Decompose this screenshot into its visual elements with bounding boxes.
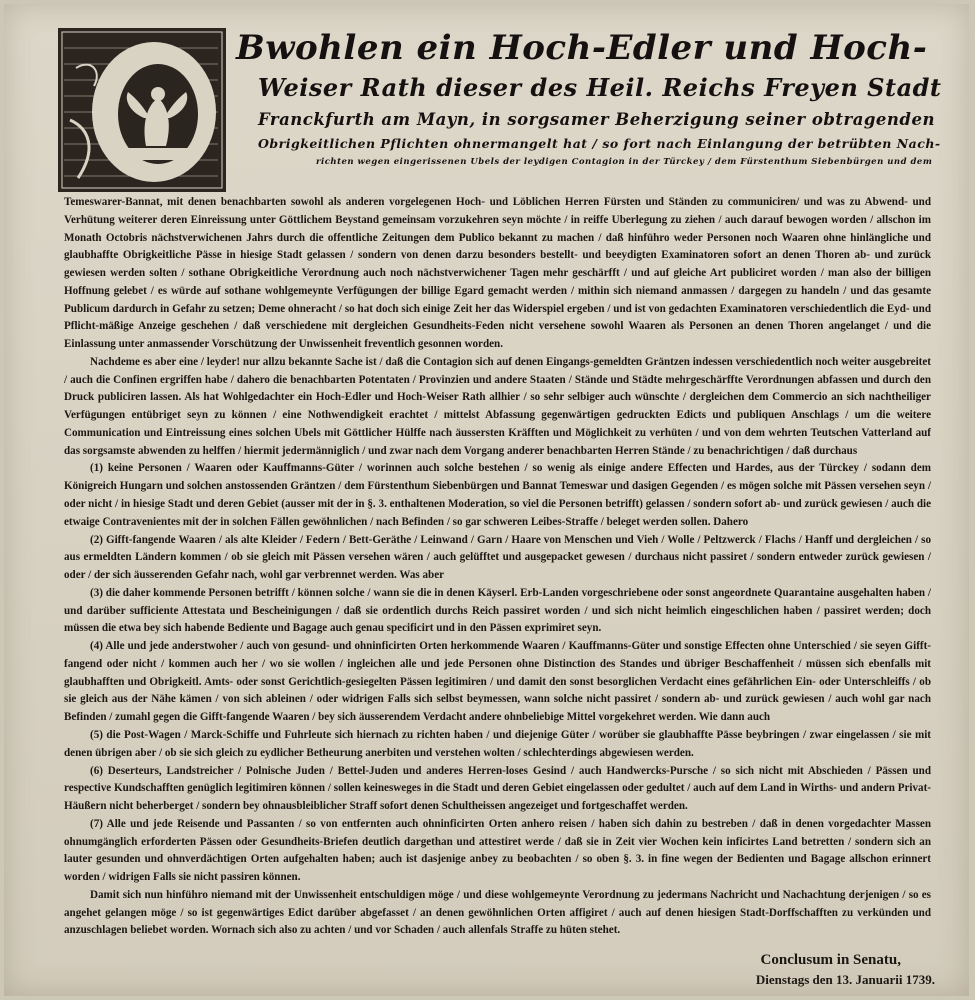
paragraph-closing: Damit sich nun hinführo niemand mit der Unwissenheit entschuldigen möge / und diese wohlgemeynte Verordnung zu jedermans Nachricht und Nachachtung derjenigen / so es angehet gelangen möge / so ist gegenwärtiges Edict darüber abgefasset / an denen gewöhnlichen Orten affigiret / auch auf denen hiesigen Stadt-Dorffschafften zu verkünden und anzuschlagen beliebet worden. Wornach sich also zu achten / und vor Schaden / auch allenfals Straffe zu hüten stehet. bbox=[64, 888, 931, 937]
paragraph-article-5: (5) die Post-Wagen / Marck-Schiffe und Fuhrleute sich hiernach zu richten haben / und diejenige Güter / worüber sie glaubhaffte Pässe beybringen / zwar eingelassen / sie mit denen übrigen aber / ob sie sich gleich zu eydlicher Betheurung anerbiten und verstehen wolten / schlechterdings abgewiesen werden. bbox=[64, 728, 931, 759]
date-line: Dienstags den 13. Januarii 1739. bbox=[755, 972, 935, 987]
edict-heading bbox=[236, 26, 942, 170]
heading-line-5: richten wegen eingerissenen Ubels der leydigen Contagion in der Türckey / dem Fürstenthum Siebenbürgen und dem bbox=[316, 157, 933, 167]
heading-line-3: Franckfurth am Mayn, in sorgsamer Beherzigung seiner obtragenden bbox=[258, 110, 935, 129]
paragraph-article-6: (6) Deserteurs, Landstreicher / Polnische Juden / Bettel-Juden und anderes Herren-loses Gesind / auch Handwercks-Pursche / so sich nicht mit Abschieden / Pässen und respective Kundschafften genüglich legitimiren können / sollen keinesweges in die Stadt und deren Gebiet eingelassen oder gedultet / auch auf dem Land in Wirths- und andern Privat-Häußern nicht beherberget / sondern bey ohnausbleiblicher Straff sofort denen Schultheissen angezeiget und fortgeschaffet werden. bbox=[64, 764, 931, 813]
paragraph-article-3: (3) die daher kommende Personen betrifft / können solche / wann sie die in denen Käyserl. Erb-Landen vorgeschriebene oder sonst angeordnete Quarantaine ausgehalten haben / und darüber sufficiente Attestata und Bescheinigungen / daß sie ordentlich durchs Reich passiret worden / und sich nicht heimlich eingeschlichen haben / passiret werden; doch müssen die etwa bey sich habende Bediente und Bagage auch genau specificirt und in den Pässen exprimiret seyn. bbox=[64, 586, 931, 635]
edict-body bbox=[64, 194, 931, 940]
paragraph-article-7: (7) Alle und jede Reisende und Passanten / so von entfernten auch ohninficirten Orten anhero reisen / haben sich dahin zu bestreben / daß in denen vorgedachter Massen ohnumgänglich erforderten Pässen oder Gesundheits-Briefen deutlich dargethan und attestiret werde / daß sie in Zeit vier Wochen kein inficirtes Land betretten / sondern sich an lauter gesunden und ohnverdächtigen Orten aufgehalten haben; auch ist dasjenige anbey zu beobachten / so oben §. 3. in fine wegen der Bedienten und Bagage allschon erinnert worden / widrigen Falls sie nicht passiren können. bbox=[64, 817, 931, 884]
edict-signature-block bbox=[756, 950, 935, 990]
paragraph-nachdeme: Nachdeme es aber eine / leyder! nur allzu bekannte Sache ist / daß die Contagion sich auf denen Eingangs-gemeldten Gräntzen indessen verschiedentlich noch weiter ausgebreitet / auch die Confinen ergriffen habe / dahero die benachbarten Potentaten / Provinzien und andere Staaten / Stände und Städte mehrgeschärffte Verordnungen abfassen und durch den Druck publiciren lassen. Als hat Wohlgedachter ein Hoch-Edler und Hoch-Weiser Rath allhier / so sehr selbiger auch wünschte / dergleichen dem Commercio an sich nachtheiliger Verfügungen entübriget seyn zu können / eine Nothwendigkeit erachtet / mittelst Abfassung gegenwärtigen gedruckten Edicts und publiquen Anschlags / um die weitere Communication und Eintreissung eines solchen Ubels mit Göttlicher Hülffe nach äussersten Kräfften und Möglichkeit zu verhüten / und von dem wehrten Teutschen Vatterland auf das sorgsamste abwenden zu helffen / hiermit jedermänniglich / und zwar nach dem Vorgang anderer benachbarten Herren Stände / zu benachrichtigen / daß durchaus bbox=[64, 355, 931, 457]
heading-line-1: Bwohlen ein Hoch-Edler und Hoch- bbox=[236, 28, 928, 68]
paragraph-article-4: (4) Alle und jede anderstwoher / auch von gesund- und ohninficirten Orten herkommende Waaren / Kauffmanns-Güter und sonstige Effecten ohne Unterschied / sie seyen Gifft-fangend oder nicht / kommen auch her / wo sie wollen / ingleichen alle und jede Personen ohne Distinction des Standes und übriger Beschaffenheit / müssen sich ebenfalls mit glaubhafften und Obrigkeitl. Amts- oder sonst Gerichtlich-gesiegelten Pässen legitimiren / und damit den sonst besorglichen Verdacht eines gefährlichen Ein- oder Unterschleiffs / ob sie gleich aus der Nähe kämen / von sich ableinen / oder widrigen Falls sich selbst beymessen, wann solche nicht passiret / sondern ab- und zurück gewiesen / auch wohl gar nach Befinden / zumahl gegen die Gifft-fangende Waaren / bey sich äusserendem Verdacht andere ohnbeliebige Mittel vorgekehret werden. Wie dann auch bbox=[64, 640, 931, 724]
paragraph-article-2: (2) Gifft-fangende Waaren / als alte Kleider / Federn / Bett-Geräthe / Leinwand / Garn / Haare von Menschen und Vieh / Wolle / Peltzwerck / Flachs / Hanff und dergleichen / so aus ermeldten Ländern kommen / ob sie gleich mit Pässen versehen wären / auch gelüfftet und ausgepacket gewesen / durchaus nicht passiret / sondern entweder zurück gewiesen / oder / der sich äusserenden Gefahr nach, wohl gar verbrennet werden. Was aber bbox=[64, 533, 931, 582]
conclusum-line: Conclusum in Senatu, bbox=[760, 952, 901, 968]
decorated-initial-o bbox=[58, 28, 226, 192]
paragraph-intro: Temeswarer-Bannat, mit denen benachbarten sowohl als anderen vorgelegenen Hoch- und Löblichen Herren Fürsten und Ständen zu communiciren/ und was zu Abwend- und Verhütung weiterer deren Einreissung unter Göttlichem Beystand gemeinsam vorzukehren seyn möchte / in reiffe Uberlegung zu ziehen / auch darauf bewogen worden / allschon im Monath Octobris nächstverwichenen Jahrs durch die offentliche Zeitungen dem Publico bekannt zu machen / daß hinführo weder Personen noch Waaren ohne hinlängliche und glaubhaffte Obrigkeitliche Pässe in hiesige Stadt gelassen / sondern von denen darzu besonders bestellt- und beeydigten Examinatoren sofort an denen Thoren ab- und zurück gewiesen werden solten / sothane Obrigkeitliche Verordnung auch noch nächstverwichener Tagen mehr geschärfft / und auf gleiche Art publiciret worden / man also der billigen Hoffnung gelebet / es würde auf sothane wohlgemeynte Verfügungen der billige Egard gemacht werden / mithin sich niemand anmassen / dargegen zu handeln / und das gesamte Publicum dardurch in Gefahr zu setzen; Deme ohneracht / so hat doch sich einige Zeit her das Widerspiel ergeben / und ist von gedachten Examinatoren verschiedentlich die Eyd- und Pflicht-mäßige Anzeige geschehen / daß verschiedene mit dergleichen Gesundheits-Feden nicht versehene sowohl Waaren als Personen an denen Thoren angelanget / und die Einlassung unter anmassender Vorschützung der Unwissenheit freventlich gesonnen worden. bbox=[64, 196, 931, 351]
edict-sheet bbox=[4, 4, 969, 996]
paragraph-article-1: (1) keine Personen / Waaren oder Kauffmanns-Güter / worinnen auch solche bestehen / so wenig als einige andere Effecten und Hardes, aus der Türckey / sodann dem Königreich Hungarn und solchen anstossenden Gräntzen / dem Fürstenthum Siebenbürgen und Bannat Temeswar und dasigen Gegenden / es mögen solche mit Pässen versehen seyn / oder nicht / in hiesige Stadt und deren Gebiet (ausser mit der in §. 3. enthaltenen Moderation, so viel die Personen betrifft) gelassen / sondern sofort ab- und zurück gewiesen / auch die etwaige Contravenientes mit der in solchen Fällen gewöhnlichen / nach Befinden / so gar schweren Leibes-Straffe / beleget werden sollen. Dahero bbox=[64, 462, 931, 528]
heading-line-2: Weiser Rath dieser des Heil. Reichs Freyen Stadt bbox=[258, 73, 942, 102]
heading-line-4: Obrigkeitlichen Pflichten ohnermangelt hat / so fort nach Einlangung der betrübten Nach- bbox=[258, 136, 941, 151]
